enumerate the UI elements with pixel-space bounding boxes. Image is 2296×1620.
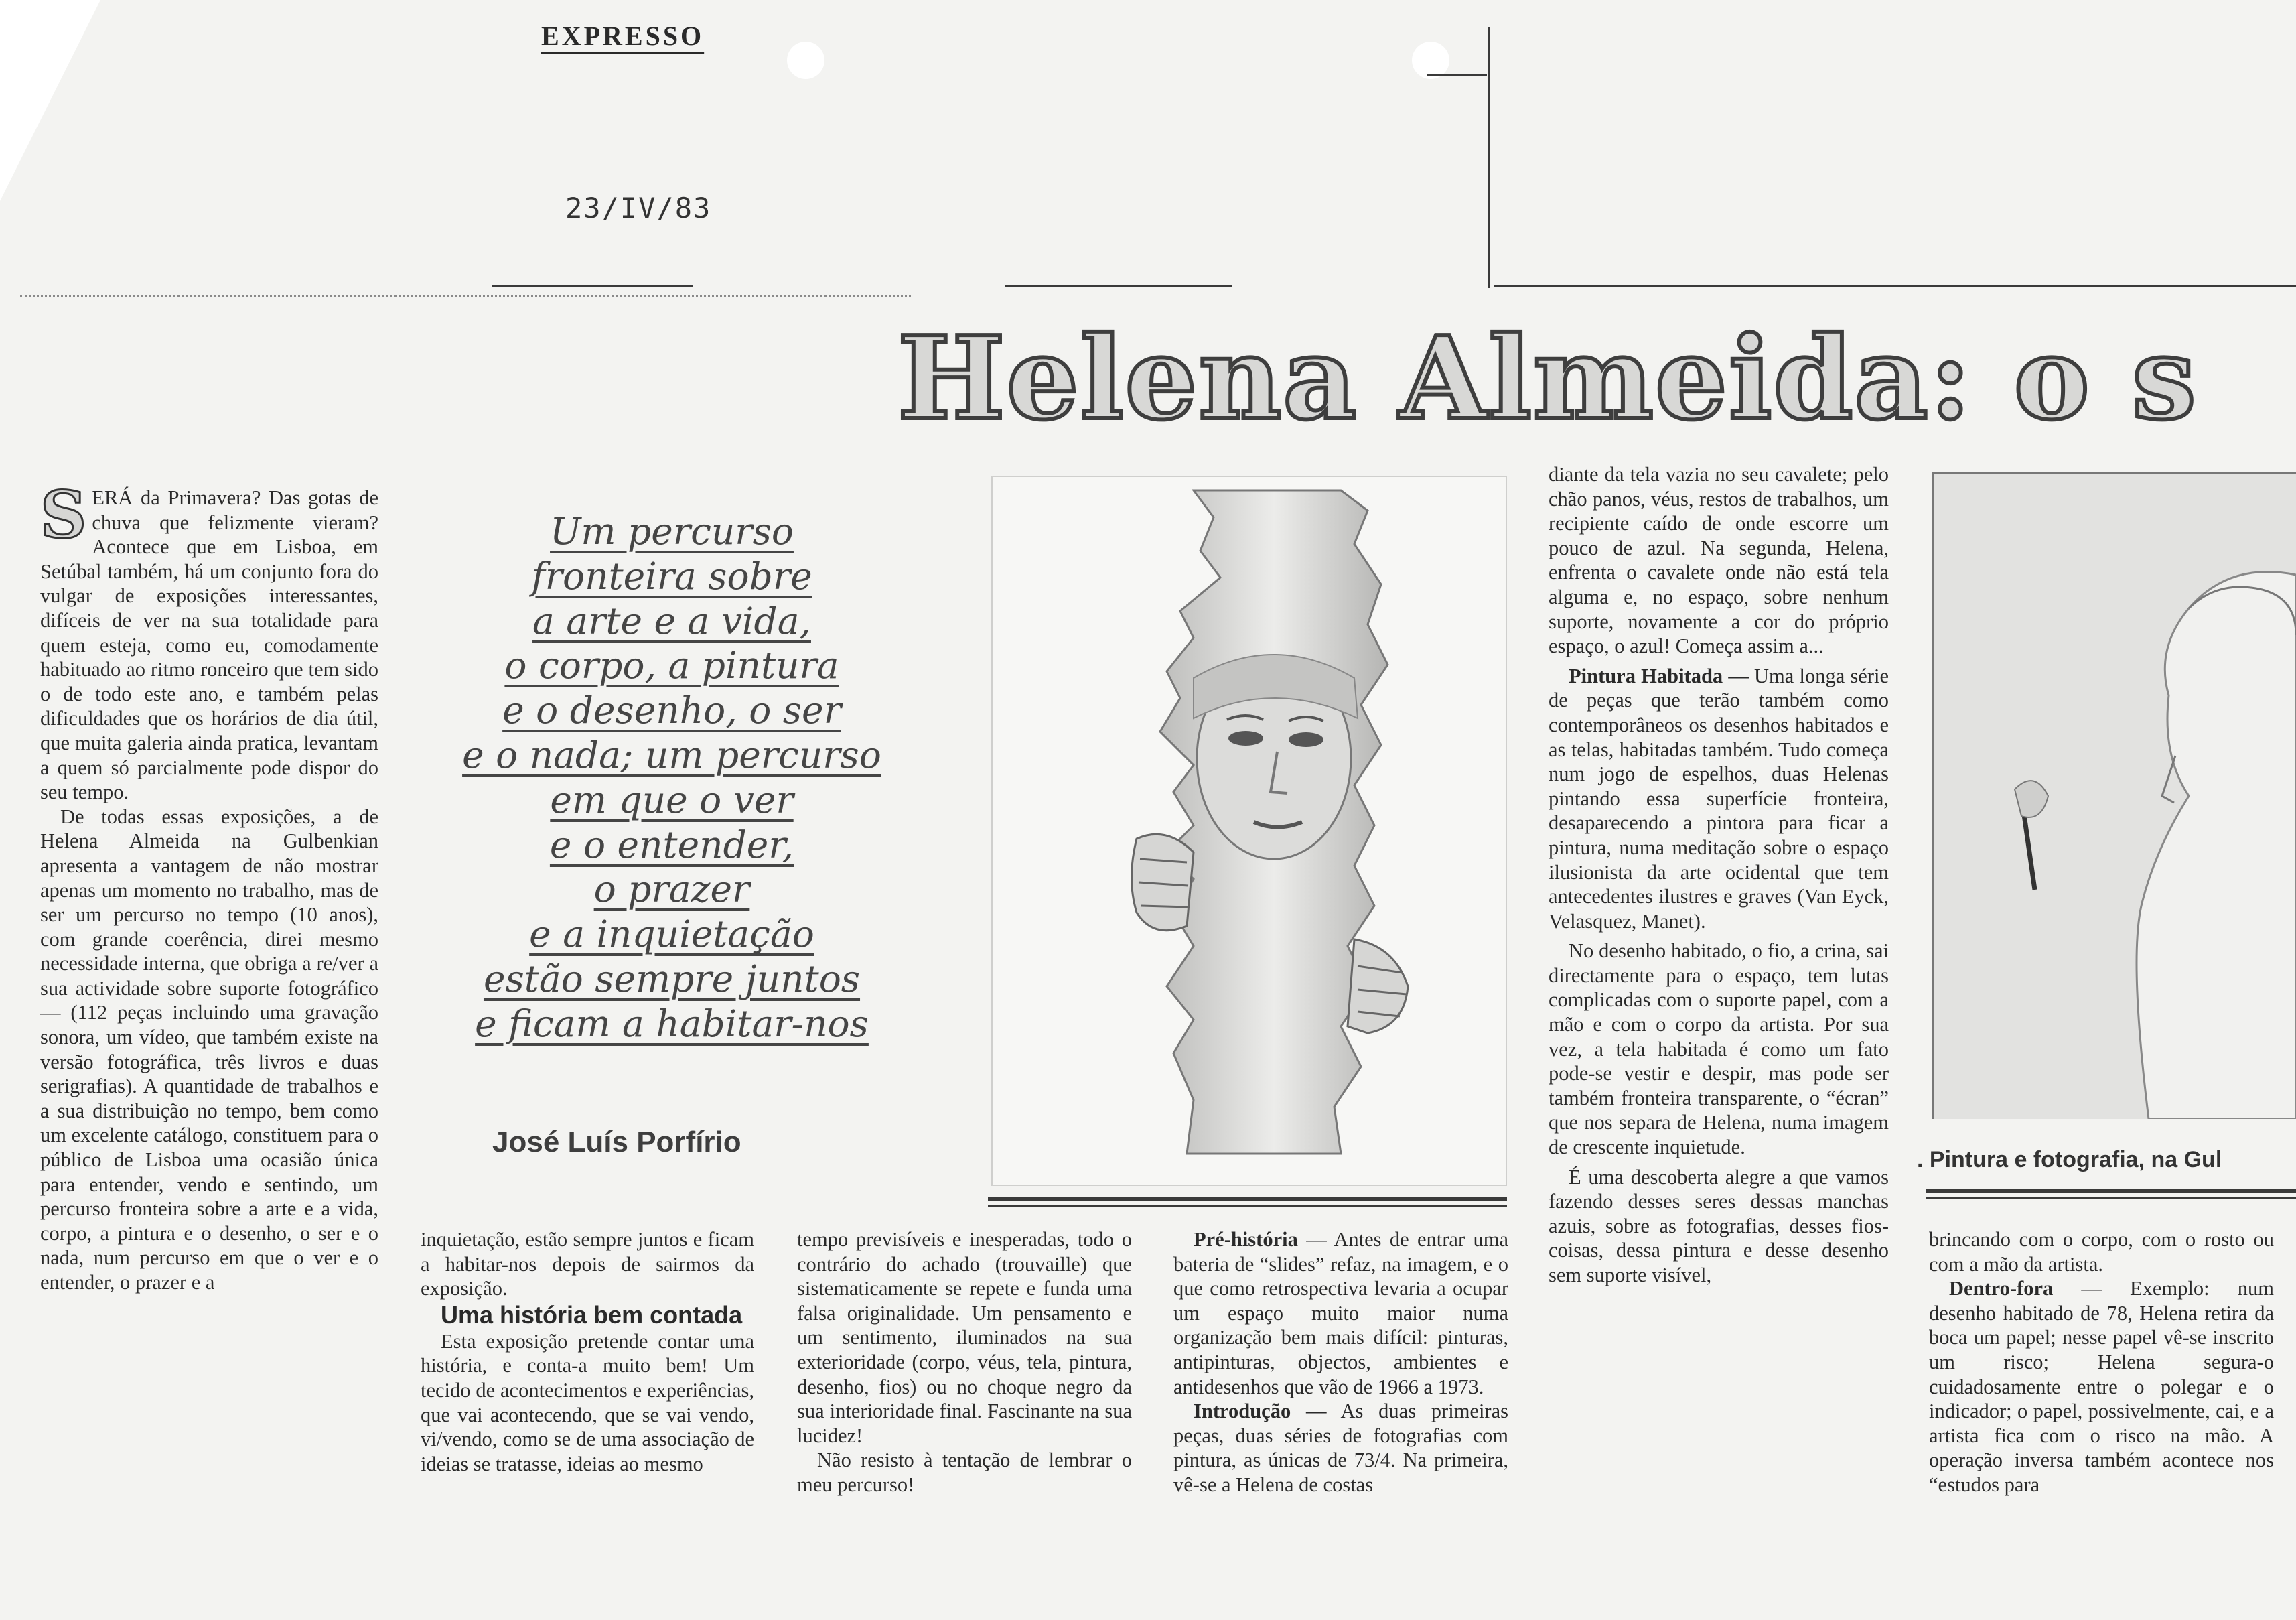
article-column-2 [421, 1227, 754, 1603]
torn-paper-portrait-image [993, 477, 1506, 1185]
pull-quote-line-9: o prazer [593, 868, 750, 911]
col5-paragraph-1: diante da tela vazia no seu cavalete; pelo chão panos, véus, restos de trabalhos, um recipiente caído de onde escorre um pouco de azul. Na segunda, Helena, enfrenta o cavalete onde não está tela alguma e, no espaço, sobre nenhum suporte, novamente a cor do próprio espaço, o azul! Começa assim a... [1549, 463, 1889, 658]
masthead: EXPRESSO [541, 21, 705, 51]
pull-quote-line-8: e o entender, [549, 823, 794, 866]
pull-quote-line-4: o corpo, a pintura [504, 644, 839, 687]
punch-hole-left [787, 42, 824, 79]
runin-pre-historia: Pré-história [1194, 1228, 1298, 1251]
col1-paragraph-1: ERÁ da Primavera? Das gotas de chuva que felizmente vieram? Acontece que em Lisboa, em Setúbal também, há um conjunto fora do vulgar de exposições interessantes, difíceis de ver na sua totalidade para quem esteja, como eu, comodamente habituado ao ritmo ronceiro que tem sido o de todo este ano, e também pelas dificuldades que os horários de dia útil, que muita galeria ainda pratica, levantam a quem só parcialmente pode dispor do seu tempo. [40, 486, 378, 804]
col3-paragraph-1: tempo previsíveis e inesperadas, todo o contrário do achado (trouvaille) que sistematicamente se repete e funda uma falsa originalidade. Um pensamento e um sentimento, iluminados na sua exterioridade (corpo, véus, tela, pintura, desenho, fios) ou no choque negro da sua interioridade final. Fascinante na sua lucidez! [797, 1228, 1132, 1447]
header-rule-4 [1494, 285, 2296, 287]
photo-rule-3 [1926, 1189, 2296, 1193]
col6-paragraph-2: — Exemplo: num desenho habitado de 78, Helena retira da boca um papel; nesse papel vê-se inscrito um risco; Helena segura-o cuidadosamente entre o polegar e o indicador; o papel, possivelmente, cai, e a artista fica com o risco na mão. A operação inversa também acontece nos “estudos para [1929, 1277, 2274, 1496]
pull-quote-line-10: e a inquietação [529, 913, 814, 956]
col5-paragraph-3: No desenho habitado, o fio, a crina, sai directamente para o espaço, tem lutas complicadas com o suporte papel, com a mão e com o corpo da artista. Por sua vez, a tela habitada é como um fato pode-se vestir e despir, mas pode ser também fronteira transparente, o “écran” que nos separa de Helena, numa imagem de crescente inquietude. [1549, 939, 1889, 1159]
article-column-5 [1549, 462, 1889, 1601]
article-column-1 [40, 486, 378, 1601]
photo-rule-2 [988, 1205, 1507, 1207]
headline [898, 315, 2296, 442]
photo-torn-paper-portrait [991, 476, 1507, 1186]
col3-paragraph-2: Não resisto à tentação de lembrar o meu percurso! [797, 1448, 1132, 1496]
article-column-3 [797, 1227, 1132, 1603]
col4-paragraph-2: — As duas primeiras peças, duas séries de fotografias com pintura, as únicas de 73/4. Na primeira, vê-se a Helena de costas [1173, 1400, 1508, 1496]
pull-quote-line-2: fronteira sobre [531, 554, 812, 598]
handwritten-date: 23/IV/83 [565, 192, 712, 224]
header-rule-3 [1427, 74, 1487, 76]
pull-quote-line-7: em que o ver [550, 778, 794, 821]
col6-paragraph-1: brincando com o corpo, com o rosto ou com a mão da artista. [1929, 1228, 2274, 1276]
pull-quote-line-12: e ficam a habitar-nos [475, 1002, 869, 1045]
pull-quote-line-11: estão sempre juntos [483, 957, 861, 1000]
photo-rule-4 [1926, 1197, 2296, 1199]
runin-introducao: Introdução [1194, 1400, 1291, 1423]
header-box-line [1488, 27, 1490, 288]
col1-paragraph-2: De todas essas exposições, a de Helena Almeida na Gulbenkian apresenta a vantagem de não mostrar apenas um momento no trabalho, mas de ser um percurso no tempo (10 anos), com grande coerência, direi mesmo necessidade interna, que obriga a re/ver a sua actividade sobre suporte fotográfico — (112 peças incluindo uma gravação sonora, um vídeo, que também existe na versão fotográfica, três livros e duas serigrafias). A quantidade de trabalhos e a sua distribuição no tempo, bem como um excelente catálogo, constituem para o público de Lisboa uma ocasião única para entender, vendo e sentindo, um percurso fronteira sobre a arte e a vida, corpo, a pintura e o desenho, o ser e o nada, num percurso em que o ver e o entender, o prazer e a [40, 805, 378, 1294]
runin-dentro-fora: Dentro-fora [1949, 1277, 2054, 1300]
col4-paragraph-1: — Antes de entrar uma bateria de “slides” refaz, na imagem, e o que como retrospectiva levaria a ocupar um espaço muito maior numa organização bem mais difícil: pinturas, antipinturas, objectos, ambientes e antidesenhos que vão de 1966 a 1973. [1173, 1228, 1508, 1398]
runin-pintura-habitada: Pintura Habitada [1569, 664, 1723, 687]
header-rule-1 [492, 285, 693, 287]
drop-cap: S [40, 486, 87, 553]
byline: José Luís Porfírio [492, 1126, 741, 1158]
photo-rule-1 [988, 1197, 1507, 1201]
photo-caption: . Pintura e fotografia, na Gul [1917, 1147, 2222, 1172]
col5-paragraph-2: — Uma longa série de peças que terão também como contemporâneos os desenhos habitados e as telas, habitadas também. Tudo começa num jogo de espelhos, duas Helenas pintando essa superfície fronteira, desaparecendo a pintora para ficar a pintura, numa meditação sobre o espaço ilusionista da arte ocidental que tem antecedentes ilustres e graves (Van Eyck, Velasquez, Manet). [1549, 664, 1889, 933]
subhead-uma-historia: Uma história bem contada [441, 1300, 743, 1329]
artist-profile-image [1934, 474, 2296, 1119]
pull-quote [414, 509, 930, 1047]
col5-paragraph-4: É uma descoberta alegre a que vamos fazendo desses seres dessas manchas azuis, sobre as fotografias, desses fios-coisas, dessa pintura e desse desenho sem suporte visível, [1549, 1165, 1889, 1286]
pull-quote-line-5: e o desenho, o ser [502, 689, 841, 732]
article-column-6 [1929, 1227, 2274, 1603]
torn-corner [0, 0, 100, 201]
pull-quote-line-6: e o nada; um percurso [462, 733, 881, 777]
col2-paragraph-1: inquietação, estão sempre juntos e ficam a habitar-nos depois de sairmos da exposição. [421, 1228, 754, 1300]
header-rule-2 [1005, 285, 1232, 287]
pull-quote-line-3: a arte e a vida, [532, 599, 811, 643]
col2-paragraph-2: Esta exposição pretende contar uma história, e conta-a muito bem! Um tecido de acontecimentos e experiências, que vai acontecendo, que se vai vendo, vi/vendo, como se de uma associação de ideias se tratasse, ideias ao mesmo [421, 1329, 754, 1475]
article-column-4 [1173, 1227, 1508, 1603]
photo-artist-profile [1932, 472, 2296, 1119]
headline-text: Helena Almeida: o s [898, 315, 2198, 442]
pull-quote-line-1: Um percurso [550, 510, 794, 553]
dotted-rule [20, 295, 911, 297]
